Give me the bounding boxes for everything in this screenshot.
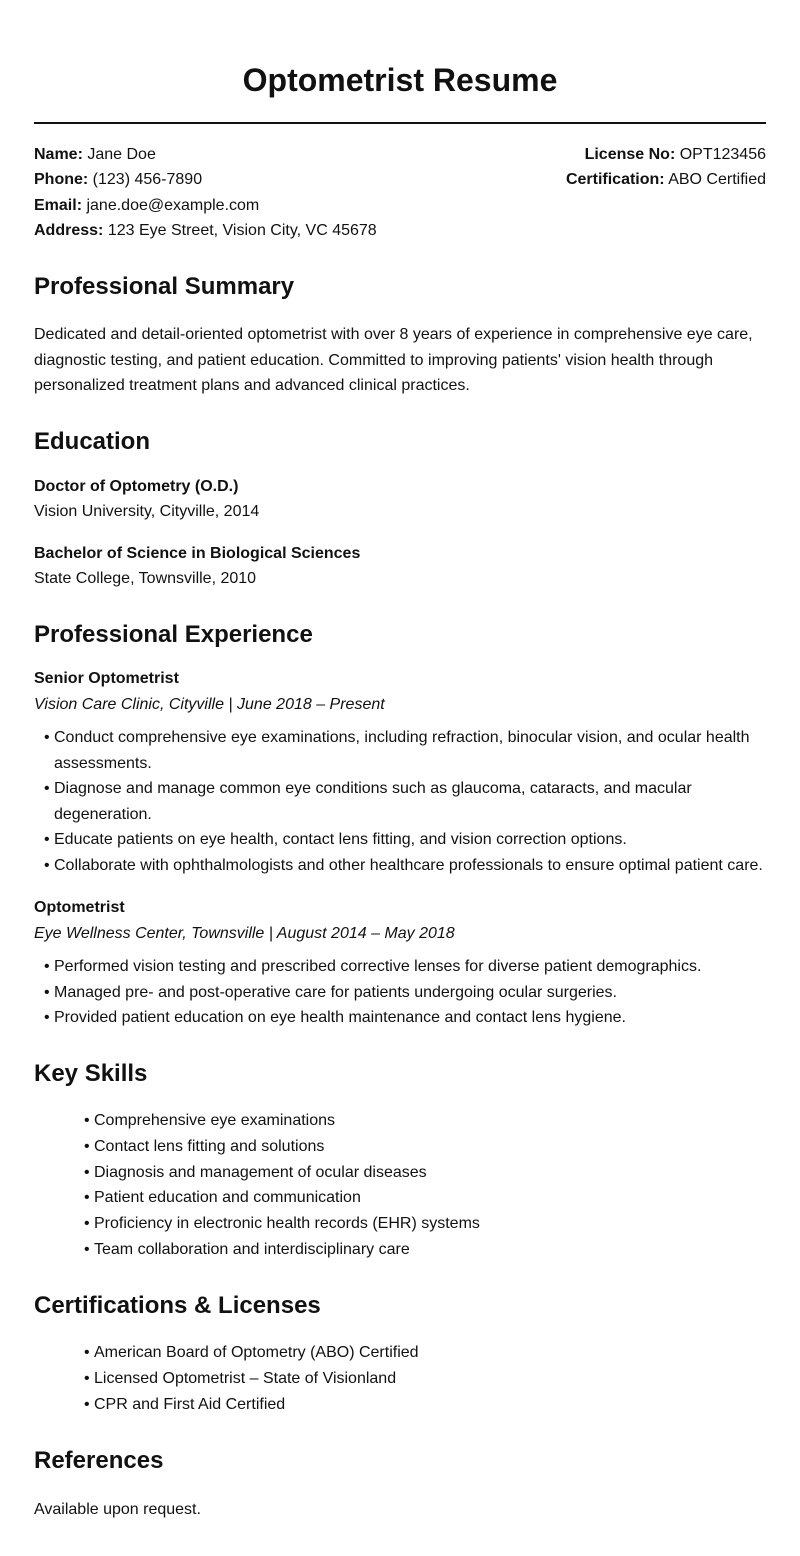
address-label: Address: [34, 221, 104, 239]
bullet-icon: • [44, 1009, 50, 1026]
bullet-icon: • [84, 1344, 90, 1361]
phone-label: Phone: [34, 171, 89, 189]
experience-heading: Professional Experience [34, 621, 313, 648]
bullet-icon: • [44, 958, 50, 975]
education-degree: Bachelor of Science in Biological Sciences [34, 545, 361, 562]
license-value: OPT123456 [679, 146, 766, 163]
list-item [84, 1108, 480, 1134]
skill-text: Proficiency in electronic health records (EHR) systems [94, 1215, 480, 1233]
bullet-text: Diagnose and manage common eye conditions such as glaucoma, cataracts, and macular degeneration. [54, 780, 692, 823]
bullet-icon: • [84, 1240, 90, 1258]
education-school: State College, Townsville, 2010 [34, 570, 257, 587]
job-title: Senior Optometrist [34, 670, 179, 687]
bullet-icon: • [44, 729, 50, 746]
skills-list [84, 1108, 480, 1263]
job-entry [34, 666, 774, 878]
bullet-icon: • [84, 1163, 90, 1181]
bullet-icon: • [84, 1395, 90, 1413]
name-label: Name: [34, 146, 83, 163]
education-degree: Doctor of Optometry (O.D.) [34, 478, 239, 495]
bullet-icon: • [84, 1215, 90, 1233]
bullet-icon: • [44, 780, 50, 797]
bullet-icon: • [84, 1137, 90, 1155]
email-value: jane.doe@example.com [86, 196, 260, 214]
certification-row [566, 167, 766, 192]
education-heading: Education [34, 428, 151, 455]
skill-text: Diagnosis and management of ocular diseases [94, 1163, 427, 1181]
bullet-icon: • [84, 1369, 90, 1387]
address-value: 123 Eye Street, Vision City, VC 45678 [107, 221, 377, 239]
education-school: Vision University, Cityville, 2014 [34, 503, 260, 520]
bullet-text: Provided patient education on eye health maintenance and contact lens hygiene. [54, 1009, 626, 1026]
job-bullets [34, 725, 774, 878]
license-row [566, 142, 766, 167]
bullet-icon: • [44, 856, 50, 874]
skill-text: Contact lens fitting and solutions [94, 1137, 325, 1155]
job-title: Optometrist [34, 899, 125, 916]
list-item [84, 1237, 480, 1263]
phone-value: (123) 456-7890 [92, 171, 203, 189]
page-title: Optometrist Resume [242, 62, 558, 98]
list-item [84, 1134, 480, 1160]
bullet-text: Managed pre- and post-operative care for patients undergoing ocular surgeries. [54, 983, 617, 1001]
contact-name [34, 142, 377, 167]
job-entry [34, 895, 774, 1031]
certifications-list [84, 1340, 419, 1417]
list-item [44, 827, 774, 853]
summary-text: Dedicated and detail-oriented optometrist with over 8 years of experience in comprehensive eye care, diagnostic testing, and patient education. Committed to improving patients' vision health through personalized treatment plans and advanced clinical practices. [34, 326, 753, 394]
credential-info [566, 142, 766, 193]
list-item [44, 725, 774, 776]
certification-text: Licensed Optometrist – State of Visionland [94, 1369, 397, 1387]
list-item [84, 1160, 480, 1186]
list-item [44, 853, 774, 879]
skill-text: Comprehensive eye examinations [94, 1112, 336, 1129]
title-divider [34, 122, 766, 124]
name-value: Jane Doe [87, 146, 156, 163]
skill-text: Team collaboration and interdisciplinary care [94, 1240, 410, 1258]
list-item [84, 1340, 419, 1366]
certification-value: ABO Certified [668, 171, 766, 189]
contact-info [34, 142, 377, 243]
list-item [44, 776, 774, 827]
certification-text: CPR and First Aid Certified [94, 1395, 286, 1413]
bullet-text: Performed vision testing and prescribed corrective lenses for diverse patient demographics. [54, 958, 702, 975]
list-item [84, 1366, 419, 1392]
bullet-text: Educate patients on eye health, contact lens fitting, and vision correction options. [54, 831, 627, 848]
references-heading: References [34, 1447, 164, 1474]
bullet-text: Collaborate with ophthalmologists and other healthcare professionals to ensure optimal patient care. [54, 856, 763, 874]
list-item [44, 1005, 774, 1031]
list-item [44, 980, 774, 1006]
contact-email [34, 193, 377, 218]
job-meta: Eye Wellness Center, Townsville | August 2014 – May 2018 [34, 924, 455, 942]
certification-label: Certification: [565, 171, 665, 189]
bullet-icon: • [44, 983, 50, 1001]
bullet-icon: • [44, 831, 50, 848]
list-item [44, 954, 774, 980]
bullet-text: Conduct comprehensive eye examinations, including refraction, binocular vision, and ocular health assessments. [54, 729, 750, 772]
license-label: License No: [584, 146, 676, 163]
certification-text: American Board of Optometry (ABO) Certified [94, 1344, 419, 1361]
job-meta: Vision Care Clinic, Cityville | June 2018 – Present [34, 695, 385, 713]
references-text: Available upon request. [34, 1501, 201, 1518]
skill-text: Patient education and communication [94, 1189, 361, 1207]
skills-heading: Key Skills [34, 1060, 148, 1087]
contact-address [34, 218, 377, 243]
bullet-icon: • [84, 1189, 90, 1207]
contact-phone [34, 167, 377, 192]
education-item [34, 474, 259, 524]
job-bullets [34, 954, 774, 1031]
list-item [84, 1185, 480, 1211]
bullet-icon: • [84, 1112, 90, 1129]
education-item [34, 541, 360, 591]
list-item [84, 1392, 419, 1418]
summary-heading: Professional Summary [34, 273, 295, 300]
list-item [84, 1211, 480, 1237]
email-label: Email: [34, 196, 83, 214]
certifications-heading: Certifications & Licenses [34, 1292, 321, 1319]
